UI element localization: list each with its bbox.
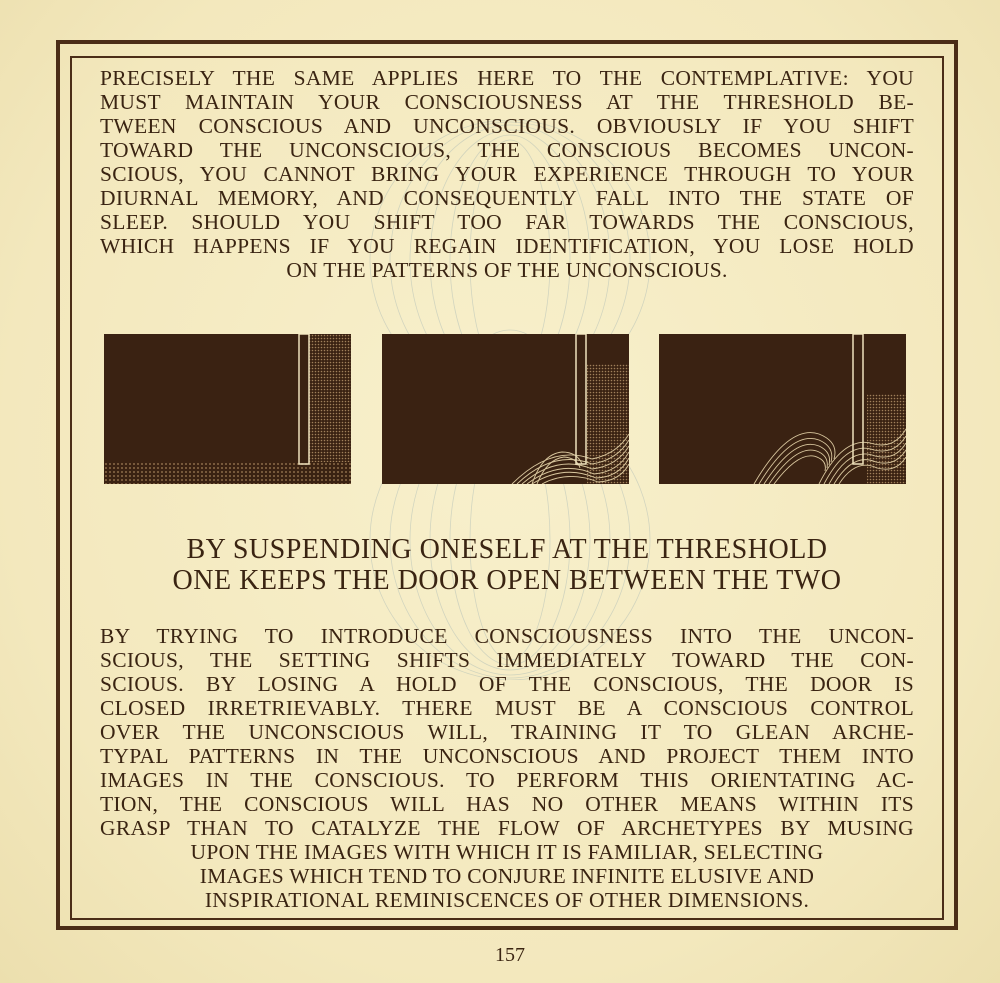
text-line: UPON THE IMAGES WITH WHICH IT IS FAMILIAR, SELECTING [190, 840, 824, 864]
page-number: 157 [495, 944, 525, 966]
illustration-panel-1 [104, 334, 351, 484]
center-heading [100, 534, 914, 596]
heading-line: BY SUSPENDING ONESELF AT THE THRESHOLD [186, 534, 828, 565]
text-line: IMAGES IN THE CONSCIOUS. TO PERFORM THIS ORIENTATING AC- [100, 768, 914, 792]
text-line: PRECISELY THE SAME APPLIES HERE TO THE CONTEMPLATIVE: YOU [100, 66, 914, 90]
illustration-panel-2 [382, 334, 629, 484]
text-line: WHICH HAPPENS IF YOU REGAIN IDENTIFICATION, YOU LOSE HOLD [100, 234, 914, 258]
text-line: ON THE PATTERNS OF THE UNCONSCIOUS. [286, 258, 728, 282]
text-line: IMAGES WHICH TEND TO CONJURE INFINITE ELUSIVE AND [199, 864, 815, 888]
illustration-panel-3 [659, 334, 906, 484]
text-line: GRASP THAN TO CATALYZE THE FLOW OF ARCHETYPES BY MUSING [100, 816, 914, 840]
text-line: BY TRYING TO INTRODUCE CONSCIOUSNESS INTO THE UNCON- [100, 624, 914, 648]
text-line: TYPAL PATTERNS IN THE UNCONSCIOUS AND PROJECT THEM INTO [100, 744, 914, 768]
top-paragraph [100, 66, 914, 282]
text-line: TWEEN CONSCIOUS AND UNCONSCIOUS. OBVIOUSLY IF YOU SHIFT [100, 114, 914, 138]
text-line: SCIOUS. BY LOSING A HOLD OF THE CONSCIOUS, THE DOOR IS [100, 672, 914, 696]
heading-line: ONE KEEPS THE DOOR OPEN BETWEEN THE TWO [172, 565, 842, 596]
text-line: SLEEP. SHOULD YOU SHIFT TOO FAR TOWARDS THE CONSCIOUS, [100, 210, 914, 234]
text-line: TION, THE CONSCIOUS WILL HAS NO OTHER MEANS WITHIN ITS [100, 792, 914, 816]
text-line: OVER THE UNCONSCIOUS WILL, TRAINING IT TO GLEAN ARCHE- [100, 720, 914, 744]
text-line: SCIOUS, THE SETTING SHIFTS IMMEDIATELY TOWARD THE CON- [100, 648, 914, 672]
text-line: INSPIRATIONAL REMINISCENCES OF OTHER DIMENSIONS. [204, 888, 810, 912]
text-line: SCIOUS, YOU CANNOT BRING YOUR EXPERIENCE THROUGH TO YOUR [100, 162, 914, 186]
text-line: TOWARD THE UNCONSCIOUS, THE CONSCIOUS BECOMES UNCON- [100, 138, 914, 162]
text-line: DIURNAL MEMORY, AND CONSEQUENTLY FALL INTO THE STATE OF [100, 186, 914, 210]
text-line: MUST MAINTAIN YOUR CONSCIOUSNESS AT THE THRESHOLD BE- [100, 90, 914, 114]
text-line: CLOSED IRRETRIEVABLY. THERE MUST BE A CONSCIOUS CONTROL [100, 696, 914, 720]
bottom-paragraph [100, 624, 914, 912]
